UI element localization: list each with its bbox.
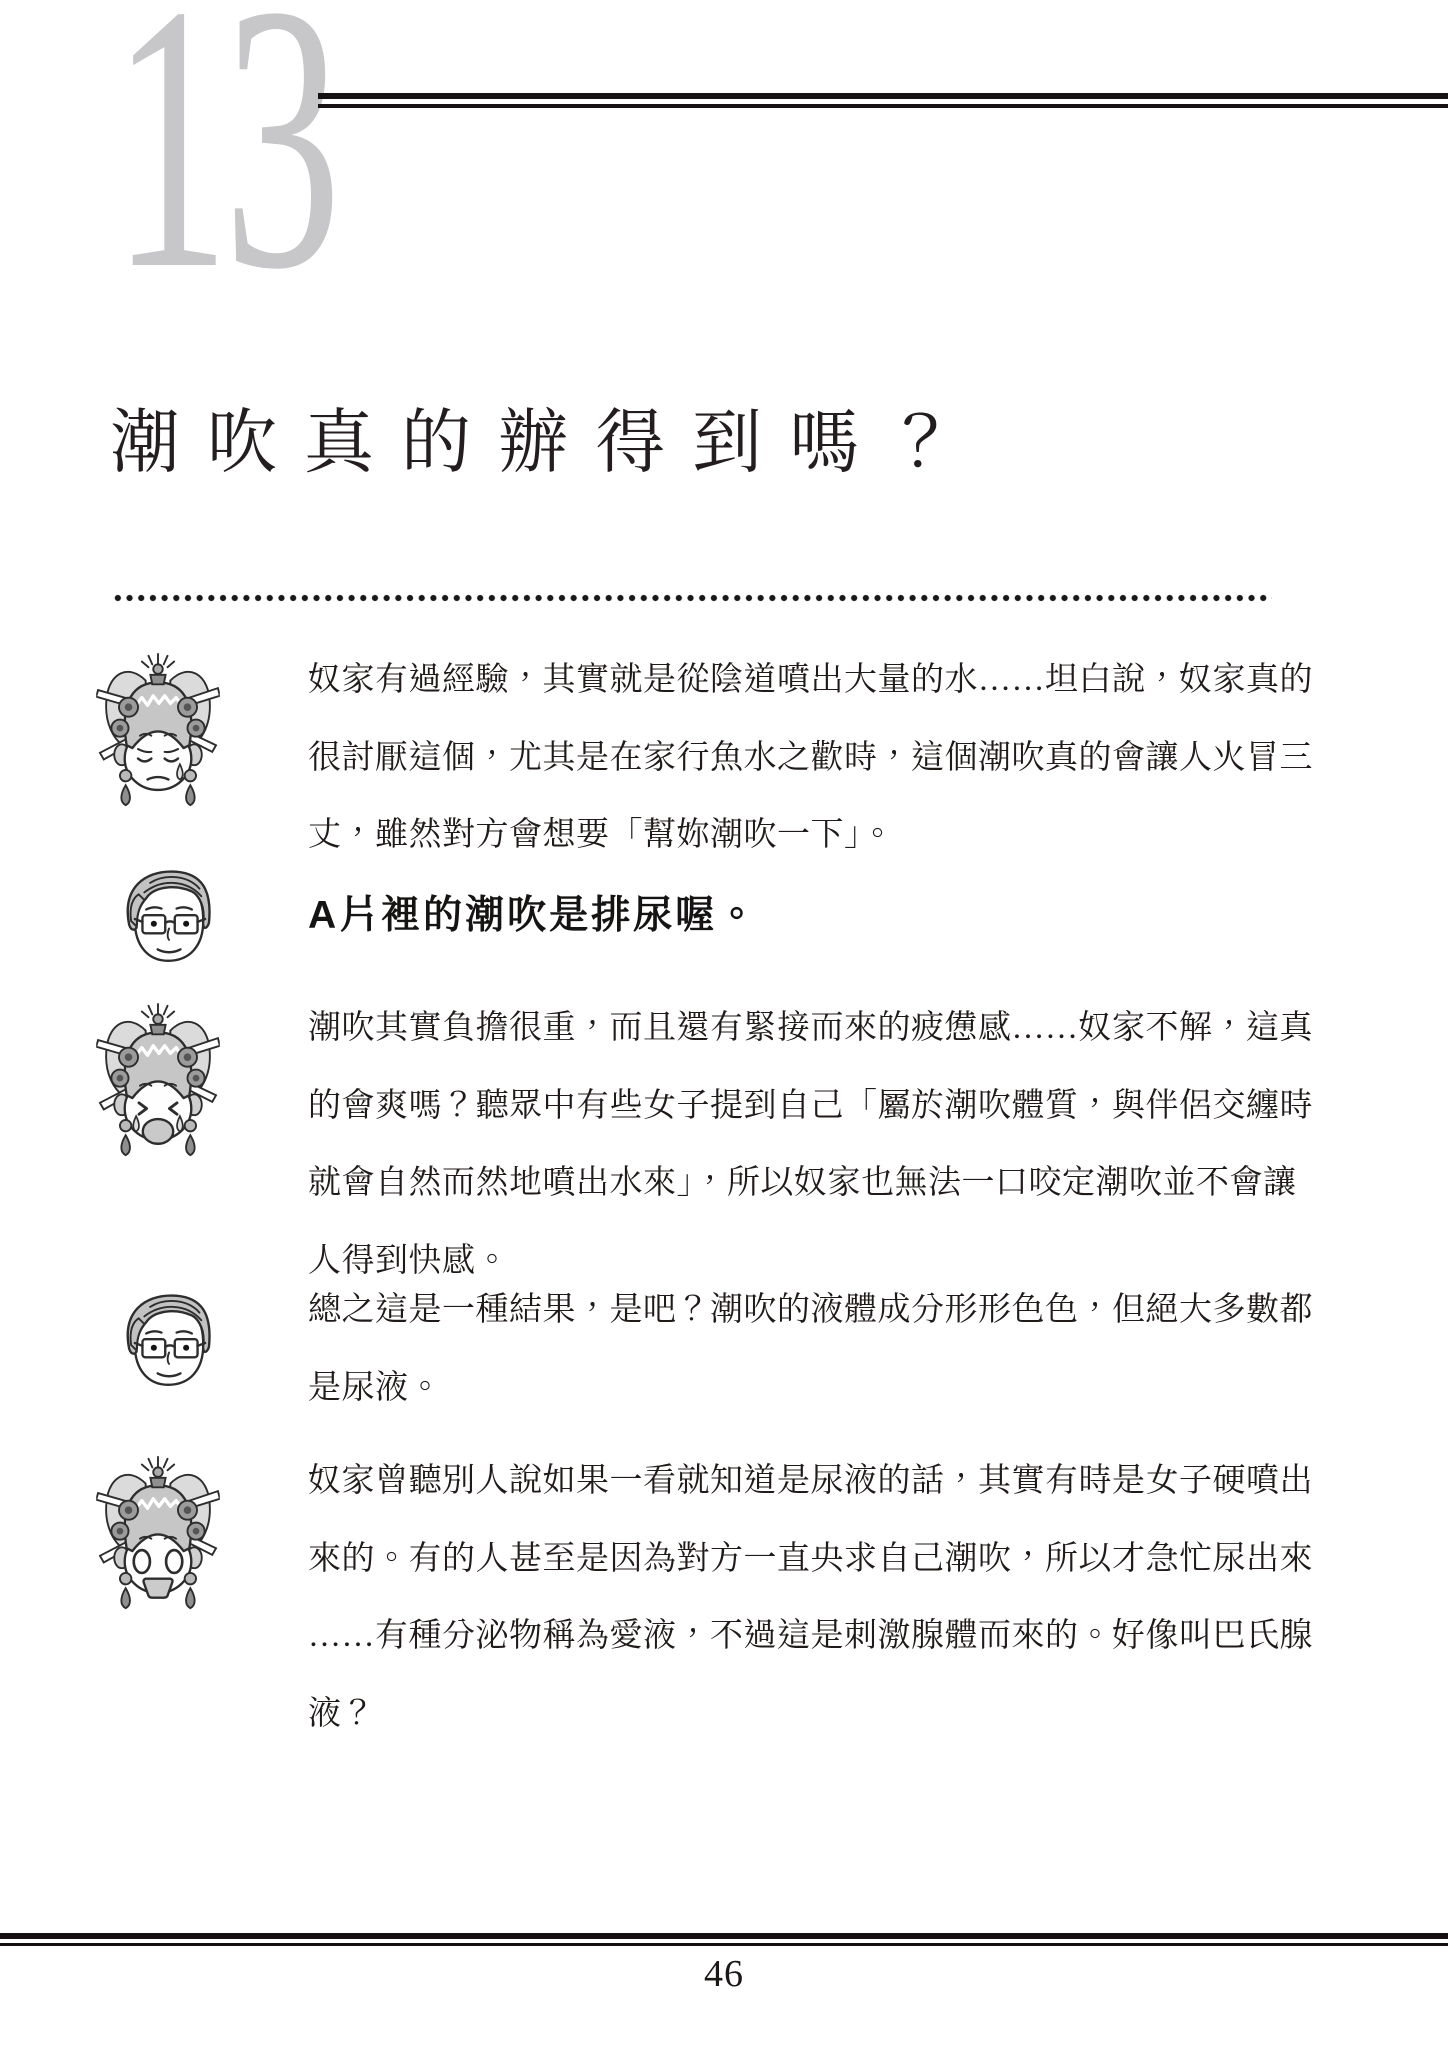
chapter-number: 13 — [112, 0, 336, 348]
dialogue-text — [308, 990, 1313, 1300]
dialogue-block-1 — [100, 642, 1313, 875]
dialogue-line-emphasis: A片裡的潮吹是排尿喔。 — [308, 894, 760, 937]
dialogue-line: 的會爽嗎？聽眾中有些女子提到自己「屬於潮吹體質，與伴侶交纏時 — [308, 1087, 1313, 1124]
dialogue-line: 人得到快感。 — [308, 1242, 509, 1279]
bottom-double-rule — [0, 1933, 1448, 1946]
dialogue-text — [308, 888, 1310, 944]
courtesan-shocked-avatar-icon — [96, 1455, 220, 1631]
dialogue-line: 來的。有的人甚至是因為對方一直央求自己潮吹，所以才急忙尿出來 — [308, 1540, 1313, 1577]
dialogue-block-2 — [100, 858, 1310, 944]
chapter-title: 潮吹真的辦得到嗎？ — [110, 405, 983, 482]
top-double-rule — [318, 93, 1448, 108]
dialogue-block-5 — [100, 1443, 1313, 1753]
dialogue-line: 丈，雖然對方會想要「幫妳潮吹一下」。 — [308, 817, 895, 853]
dialogue-line: 就會自然而然地噴出水來」，所以奴家也無法一口咬定潮吹並不會讓 — [308, 1165, 1297, 1201]
courtesan-crying-avatar-icon — [96, 1002, 220, 1178]
dialogue-line: 很討厭這個，尤其是在家行魚水之歡時，這個潮吹真的會讓人火冒三 — [308, 739, 1313, 776]
dialogue-line: ……有種分泌物稱為愛液，不過這是刺激腺體而來的。好像叫巴氏腺 — [308, 1618, 1313, 1654]
dialogue-line: 潮吹其實負擔很重，而且還有緊接而來的疲憊感……奴家不解，這真 — [308, 1010, 1313, 1046]
dotted-divider — [112, 594, 1272, 602]
dialogue-text — [308, 1443, 1313, 1753]
doctor-smiling-avatar-icon — [108, 1286, 232, 1400]
dialogue-block-3 — [100, 990, 1313, 1300]
dialogue-text — [308, 642, 1313, 875]
dialogue-line: 是尿液。 — [308, 1369, 442, 1406]
page-number: 46 — [704, 1953, 744, 1995]
dialogue-line: 液？ — [308, 1695, 375, 1732]
dialogue-line: 奴家曾聽別人說如果一看就知道是尿液的話，其實有時是女子硬噴出 — [308, 1463, 1313, 1499]
dialogue-line: 奴家有過經驗，其實就是從陰道噴出大量的水……坦白說，奴家真的 — [308, 662, 1313, 698]
dialogue-block-4 — [100, 1272, 1313, 1427]
courtesan-sad-avatar-icon — [96, 652, 220, 828]
doctor-glasses-avatar-icon — [108, 862, 232, 976]
dialogue-text — [308, 1272, 1313, 1427]
dialogue-line: 總之這是一種結果，是吧？潮吹的液體成分形形色色，但絕大多數都 — [308, 1292, 1313, 1328]
